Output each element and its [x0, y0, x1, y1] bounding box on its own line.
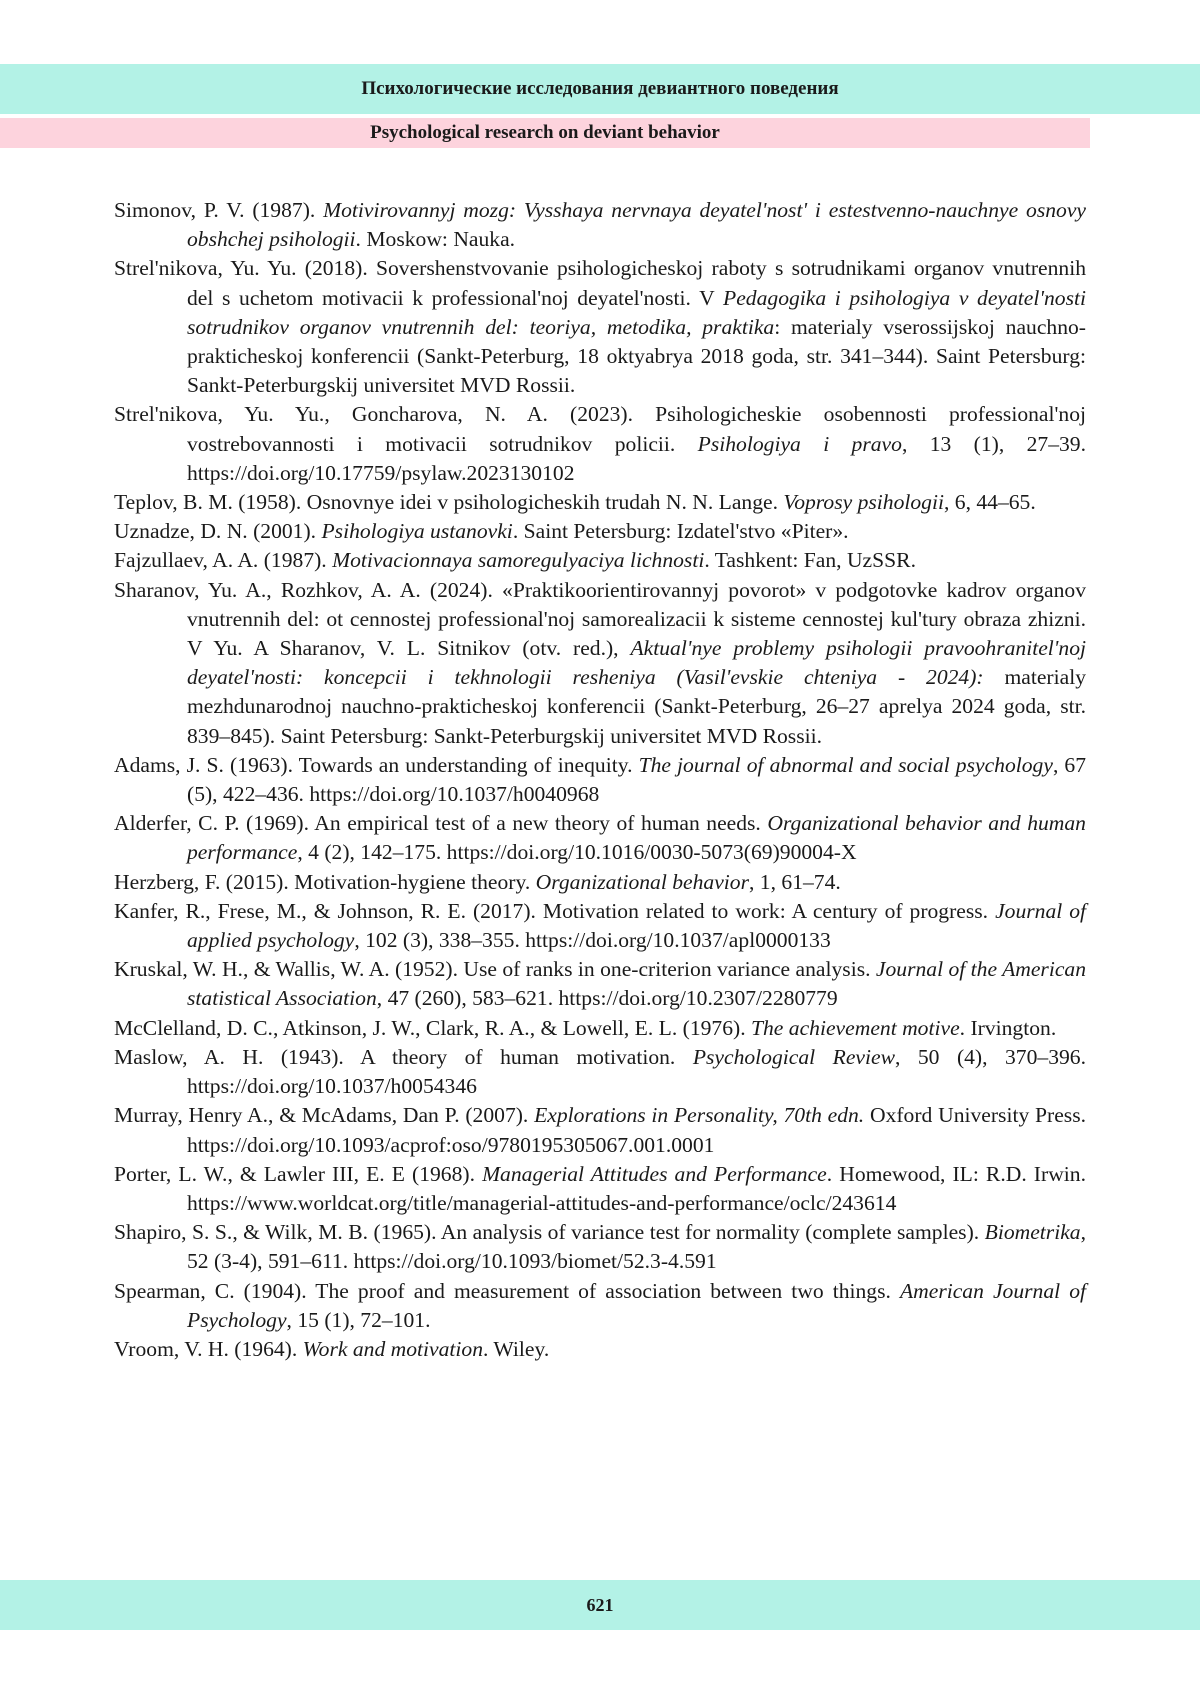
reference-text: Porter, L. W., & Lawler III, E. E (1968). — [114, 1161, 483, 1186]
reference-source-title: The achievement motive — [751, 1015, 960, 1040]
reference-text: , 1, 61–74. — [749, 869, 841, 894]
reference-text: Vroom, V. H. (1964). — [114, 1336, 303, 1361]
reference-list — [114, 196, 1086, 1364]
reference-source-title: Psychological Review — [692, 1044, 895, 1069]
reference-source-title: Psihologiya i pravo — [697, 431, 902, 456]
reference-entry — [114, 1218, 1086, 1276]
reference-text: . Wiley. — [483, 1336, 550, 1361]
journal-title-ru: Психологические исследования девиантного поведения — [361, 78, 839, 99]
reference-text: . Irvington. — [959, 1015, 1057, 1040]
reference-entry — [114, 400, 1086, 488]
reference-text: Oxford University Press. https://doi.org/10.1093/acprof:oso/9780195305067.001.0001 — [187, 1103, 1087, 1157]
reference-text: . Moskow: Nauka. — [355, 227, 516, 252]
running-header-en — [0, 118, 1090, 148]
reference-entry — [114, 254, 1086, 400]
reference-text: . Homewood, IL: R.D. Irwin. https://www.worldcat.org/title/managerial-attitudes-and-performance/oclc/243614 — [187, 1161, 1086, 1215]
reference-source-title: Organizational behavior — [535, 869, 749, 894]
reference-text: materialy mezhdunarodnoj nauchno-prakticheskoj konferencii (Sankt-Peterburg, 26–27 aprelya 2024 goda, str. 839–845). Saint Petersburg: Sankt-Peterburgskij universitet MVD Rossii. — [187, 665, 1086, 748]
reference-text: Kanfer, R., Frese, M., & Johnson, R. E. (2017). Motivation related to work: A century of progress. — [114, 898, 996, 923]
reference-source-title: Journal of the American statistical Association — [187, 957, 1087, 1011]
reference-text: Fajzullaev, A. A. (1987). — [114, 548, 333, 573]
reference-entry — [114, 546, 1086, 575]
reference-text: , 67 (5), 422–436. https://doi.org/10.1037/h0040968 — [187, 752, 1087, 807]
reference-text: , 15 (1), 72–101. — [286, 1307, 431, 1332]
reference-text: Teplov, B. M. (1958). Osnovnye idei v psihologicheskih trudah N. N. Lange. — [114, 490, 784, 515]
reference-text: Uznadze, D. N. (2001). — [114, 519, 322, 544]
reference-text: Alderfer, C. P. (1969). An empirical test of a new theory of human needs. — [114, 811, 768, 836]
reference-entry — [114, 1101, 1086, 1159]
reference-entry — [114, 1014, 1086, 1043]
reference-source-title: Motivirovannyj mozg: Vysshaya nervnaya deyatel'nost' i estestvenno-nauchnye osnovy obshchej psihologii — [187, 198, 1086, 252]
reference-entry — [114, 488, 1086, 517]
reference-source-title: Psihologiya ustanovki — [321, 519, 513, 544]
reference-text: McClelland, D. C., Atkinson, J. W., Clark, R. A., & Lowell, E. L. (1976). — [114, 1015, 751, 1040]
reference-source-title: Journal of applied psychology — [187, 898, 1087, 953]
reference-text: , 50 (4), 370–396. https://doi.org/10.1037/h0054346 — [187, 1044, 1086, 1099]
reference-text: , 6, 44–65. — [943, 490, 1036, 515]
reference-text: , 13 (1), 27–39. https://doi.org/10.17759/psylaw.2023130102 — [187, 431, 1086, 485]
reference-text: , 102 (3), 338–355. https://doi.org/10.1037/apl0000133 — [354, 928, 831, 953]
reference-source-title: Organizational behavior and human performance — [187, 811, 1086, 865]
reference-text: Strel'nikova, Yu. Yu., Goncharova, N. A. (2023). Psihologicheskie osobennosti professional'noj vostrebovannosti i motivacii sotrudnikov policii. — [114, 402, 1086, 456]
reference-source-title: Biometrika — [984, 1220, 1081, 1245]
page-number: 621 — [586, 1594, 614, 1615]
reference-entry — [114, 1277, 1086, 1335]
reference-entry — [114, 751, 1086, 809]
reference-source-title: Voprosy psihologii — [783, 490, 944, 515]
reference-source-title: Explorations in Personality, 70th edn. — [534, 1103, 865, 1128]
reference-text: Kruskal, W. H., & Wallis, W. A. (1952). Use of ranks in one-criterion variance analysis. — [114, 957, 876, 982]
reference-text: . Tashkent: Fan, UzSSR. — [704, 548, 916, 573]
reference-entry — [114, 576, 1086, 751]
reference-source-title: Managerial Attitudes and Performance — [482, 1161, 827, 1186]
reference-source-title: Work and motivation — [302, 1336, 483, 1361]
reference-entry — [114, 809, 1086, 867]
reference-text: , 47 (260), 583–621. https://doi.org/10.2307/2280779 — [376, 986, 838, 1011]
reference-text: Sharanov, Yu. A., Rozhkov, A. A. (2024). «Praktikoorientirovannyj povorot» v podgotovke kadrov organov vnutrennih del: ot cennostej professional'noj samorealizacii k sisteme cennostej kul'tury obraza zhizni. V Yu. A Sharanov, V. L. Sitnikov (otv. red.), — [114, 577, 1086, 661]
reference-text: Shapiro, S. S., & Wilk, M. B. (1965). An analysis of variance test for normality (complete samples). — [114, 1220, 985, 1245]
page-footer — [0, 1580, 1200, 1630]
reference-entry — [114, 196, 1086, 254]
reference-entry — [114, 1335, 1086, 1364]
reference-entry — [114, 955, 1086, 1013]
reference-entry — [114, 897, 1086, 955]
reference-text: . Saint Petersburg: Izdatel'stvo «Piter». — [512, 519, 849, 544]
reference-text: Simonov, P. V. (1987). — [114, 198, 324, 222]
reference-text: , 4 (2), 142–175. https://doi.org/10.1016/0030-5073(69)90004-X — [297, 840, 857, 865]
reference-entry — [114, 868, 1086, 897]
reference-text: : materialy vserossijskoj nauchno-prakticheskoj konferencii (Sankt-Peterburg, 18 oktyabrya 2018 goda, str. 341–344). Saint Petersburg: Sankt-Peterburgskij universitet MVD Rossii. — [187, 314, 1086, 398]
reference-source-title: Aktual'nye problemy psihologii pravoohranitel'noj deyatel'nosti: koncepcii i tekhnologii resheniya (Vasil'evskie chteniya - 2024): — [187, 636, 1086, 690]
reference-text: Adams, J. S. (1963). Towards an understanding of inequity. — [114, 752, 639, 777]
running-header-ru — [0, 64, 1200, 114]
reference-source-title: Pedagogika i psihologiya v deyatel'nosti sotrudnikov organov vnutrennih del: teoriya, metodika, praktika — [187, 285, 1087, 339]
reference-source-title: The journal of abnormal and social psychology — [638, 752, 1053, 777]
reference-entry — [114, 517, 1086, 546]
reference-text: Spearman, C. (1904). The proof and measurement of association between two things. — [114, 1278, 900, 1303]
journal-title-en: Psychological research on deviant behavior — [370, 122, 720, 143]
reference-entry — [114, 1160, 1086, 1218]
reference-source-title: Motivacionnaya samoregulyaciya lichnosti — [332, 548, 705, 573]
reference-text: , 52 (3-4), 591–611. https://doi.org/10.1093/biomet/52.3-4.591 — [187, 1220, 1086, 1274]
reference-text: Herzberg, F. (2015). Motivation-hygiene theory. — [114, 869, 536, 894]
reference-text: Maslow, A. H. (1943). A theory of human motivation. — [114, 1044, 693, 1069]
reference-text: Strel'nikova, Yu. Yu. (2018). Sovershenstvovanie psihologicheskoj raboty s sotrudnikami organov vnutrennih del s uchetom motivacii k professional'noj deyatel'nosti. V — [114, 256, 1086, 310]
reference-entry — [114, 1043, 1086, 1101]
reference-text: Murray, Henry A., & McAdams, Dan P. (2007). — [114, 1103, 535, 1128]
reference-source-title: American Journal of Psychology — [187, 1278, 1086, 1332]
